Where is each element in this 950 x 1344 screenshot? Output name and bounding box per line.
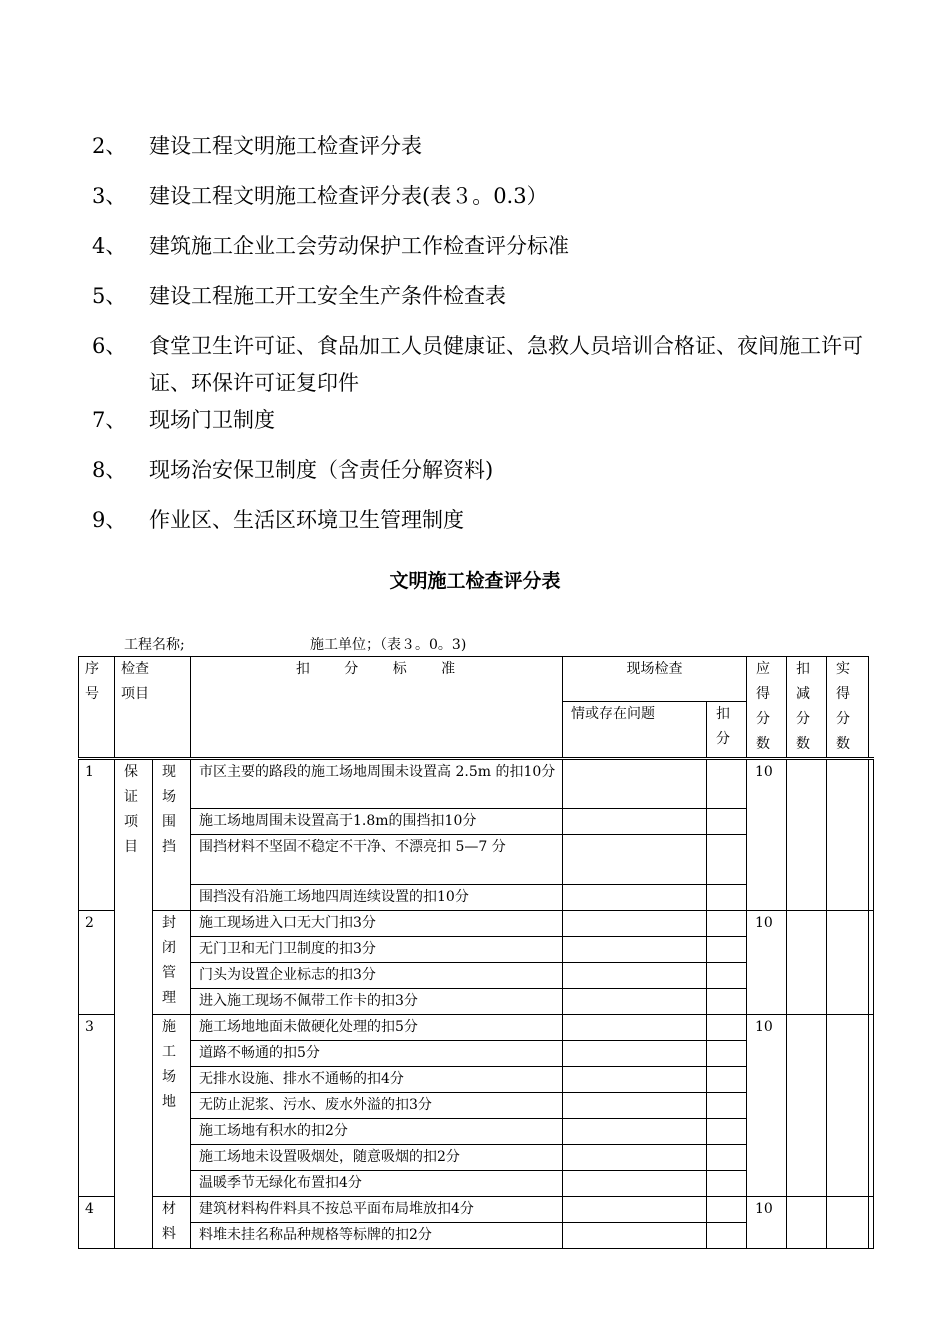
table-row bbox=[79, 1197, 874, 1223]
list-item-text: 现场治安保卫制度（含责任分解资料) bbox=[149, 458, 494, 482]
standard-cell: 围挡材料不坚固不稳定不干净、不漂亮扣 5—7 分 bbox=[191, 835, 563, 885]
list-item bbox=[92, 178, 892, 215]
standard-cell: 施工场地有积水的扣2分 bbox=[191, 1119, 563, 1145]
table-row bbox=[79, 1015, 874, 1041]
standard-cell: 围挡没有沿施工场地四周连续设置的扣10分 bbox=[191, 885, 563, 911]
list-item-text: 建设工程施工开工安全生产条件检查表 bbox=[149, 284, 506, 308]
standard-cell: 施工现场进入口无大门扣3分 bbox=[191, 911, 563, 937]
score-table bbox=[78, 656, 874, 1249]
list-item-number: 2、 bbox=[92, 134, 127, 158]
form-title: 文明施工检查评分表 bbox=[389, 570, 561, 592]
list-item-text: 建设工程文明施工检查评分表 bbox=[149, 134, 422, 158]
list-item bbox=[92, 228, 892, 265]
standard-cell: 料堆未挂名称品种规格等标牌的扣2分 bbox=[191, 1223, 563, 1249]
standard-cell: 进入施工现场不佩带工作卡的扣3分 bbox=[191, 989, 563, 1015]
list-item-number: 3、 bbox=[92, 184, 127, 208]
standard-cell: 施工场地周围未设置高于1.8m的围挡扣10分 bbox=[191, 809, 563, 835]
score-cell: 10 bbox=[747, 759, 787, 911]
standard-cell: 施工场地地面未做硬化处理的扣5分 bbox=[191, 1015, 563, 1041]
standard-cell: 道路不畅通的扣5分 bbox=[191, 1041, 563, 1067]
item-cell: 封闭管理 bbox=[162, 915, 176, 1006]
table-row bbox=[79, 759, 874, 809]
list-item bbox=[92, 278, 892, 315]
item-cell: 施工场地 bbox=[162, 1019, 176, 1110]
standard-cell: 建筑材料构件料具不按总平面布局堆放扣4分 bbox=[191, 1197, 563, 1223]
header-actual-score: 实得分数 bbox=[836, 661, 851, 752]
list-item-text: 建筑施工企业工会劳动保护工作检查评分标准 bbox=[149, 234, 569, 258]
seq-cell: 1 bbox=[79, 759, 115, 911]
standard-cell: 无防止泥浆、污水、废水外溢的扣3分 bbox=[191, 1093, 563, 1119]
standard-cell: 门头为设置企业标志的扣3分 bbox=[191, 963, 563, 989]
list-item-number: 8、 bbox=[92, 458, 127, 482]
list-item-text: 现场门卫制度 bbox=[149, 408, 275, 432]
score-cell: 10 bbox=[747, 1197, 787, 1249]
construction-unit-label: 施工单位；（表３。0。3) bbox=[310, 637, 467, 653]
seq-cell: 3 bbox=[79, 1015, 115, 1197]
table-header-row bbox=[79, 657, 874, 702]
category-cell: 保证项目 bbox=[124, 764, 138, 855]
list-item bbox=[92, 502, 892, 539]
score-cell: 10 bbox=[747, 911, 787, 1015]
document-list bbox=[92, 128, 892, 539]
standard-cell: 无排水设施、排水不通畅的扣4分 bbox=[191, 1067, 563, 1093]
standard-cell: 施工场地未设置吸烟处，随意吸烟的扣2分 bbox=[191, 1145, 563, 1171]
list-item-number: 5、 bbox=[92, 284, 127, 308]
header-check-item: 检查项目 bbox=[121, 661, 149, 702]
list-item bbox=[92, 328, 892, 402]
header-should-score: 应得分数 bbox=[756, 661, 771, 752]
seq-cell: 2 bbox=[79, 911, 115, 1015]
score-cell: 10 bbox=[747, 1015, 787, 1197]
seq-cell: 4 bbox=[79, 1197, 115, 1249]
item-cell: 现场围挡 bbox=[162, 764, 176, 855]
list-item-number: 9、 bbox=[92, 508, 127, 532]
header-standard: 扣 分 标 准 bbox=[191, 657, 563, 759]
header-site-check: 现场检查 bbox=[563, 657, 747, 702]
standard-cell: 市区主要的路段的施工场地周围未设置高 2.5m 的扣10分 bbox=[191, 759, 563, 809]
list-item bbox=[92, 128, 892, 165]
list-item bbox=[92, 452, 892, 489]
list-item-text: 作业区、生活区环境卫生管理制度 bbox=[149, 508, 464, 532]
list-item-text: 食堂卫生许可证、食品加工人员健康证、急救人员培训合格证、夜间施工许可证、环保许可证复印件 bbox=[149, 334, 863, 395]
list-item bbox=[92, 402, 892, 439]
table-row bbox=[79, 911, 874, 937]
header-deducted-score: 扣减分数 bbox=[796, 661, 811, 752]
standard-cell: 无门卫和无门卫制度的扣3分 bbox=[191, 937, 563, 963]
list-item-number: 7、 bbox=[92, 408, 127, 432]
standard-cell: 温暖季节无绿化布置扣4分 bbox=[191, 1171, 563, 1197]
list-item-number: 4、 bbox=[92, 234, 127, 258]
item-cell: 材料 bbox=[162, 1201, 176, 1242]
header-seq: 序号 bbox=[85, 661, 99, 702]
header-deduct: 扣分 bbox=[716, 705, 731, 747]
header-problems: 情或存在问题 bbox=[563, 701, 707, 758]
project-name-label: 工程名称; bbox=[124, 637, 185, 653]
list-item-text: 建设工程文明施工检查评分表(表３。0.3） bbox=[149, 184, 548, 208]
list-item-number: 6、 bbox=[92, 334, 127, 358]
